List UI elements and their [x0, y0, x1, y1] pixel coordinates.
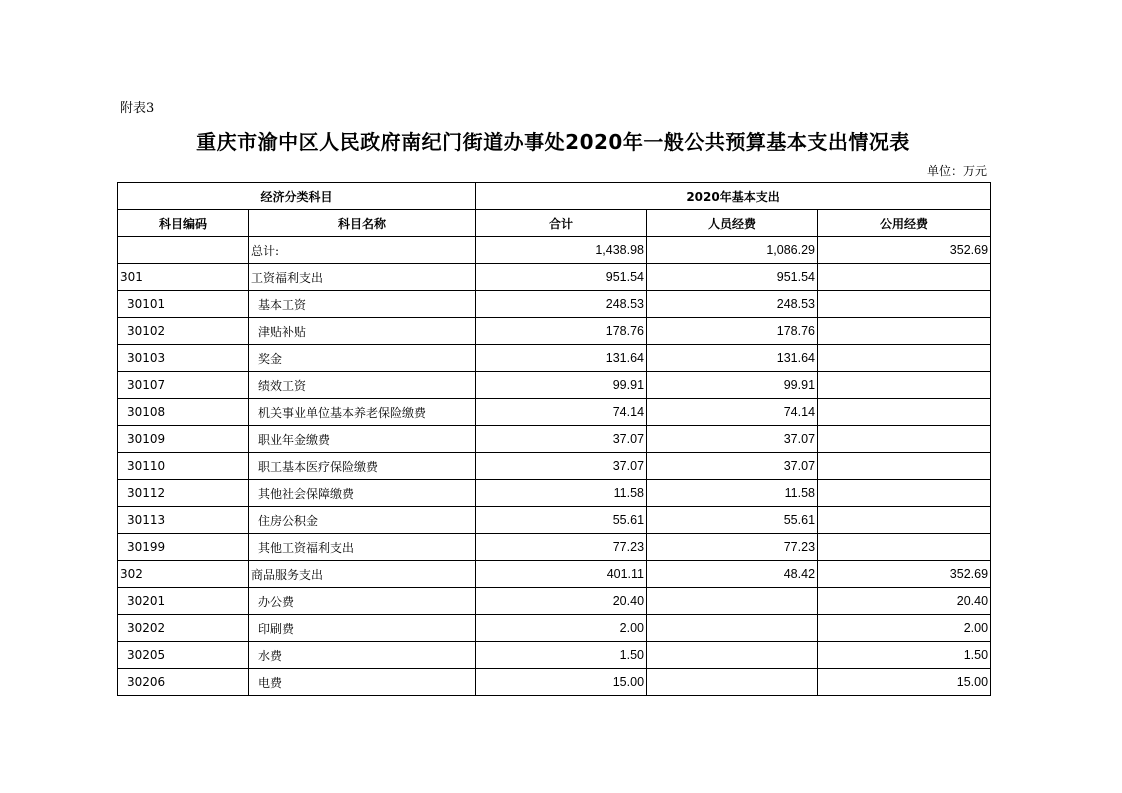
row-personnel: 77.23: [647, 534, 818, 561]
row-personnel: 131.64: [647, 345, 818, 372]
row-code: 30108: [118, 399, 249, 426]
row-name: 基本工资: [249, 291, 476, 318]
table-row: [118, 669, 991, 696]
table-row: [118, 642, 991, 669]
row-public: [818, 507, 991, 534]
row-total: 951.54: [476, 264, 647, 291]
row-code: 30101: [118, 291, 249, 318]
row-public: [818, 534, 991, 561]
row-public: 1.50: [818, 642, 991, 669]
row-total: 131.64: [476, 345, 647, 372]
row-total: 11.58: [476, 480, 647, 507]
row-code: 30110: [118, 453, 249, 480]
row-personnel: 74.14: [647, 399, 818, 426]
row-code: 30102: [118, 318, 249, 345]
header-name: 科目名称: [249, 210, 476, 237]
row-code: 30201: [118, 588, 249, 615]
row-code: 30206: [118, 669, 249, 696]
row-code: 30205: [118, 642, 249, 669]
table-row: [118, 561, 991, 588]
budget-table: [117, 182, 991, 696]
row-name: 职业年金缴费: [249, 426, 476, 453]
table-row: [118, 426, 991, 453]
row-total: 15.00: [476, 669, 647, 696]
table-row: [118, 615, 991, 642]
table-row: [118, 399, 991, 426]
table-row: [118, 372, 991, 399]
row-total: 37.07: [476, 453, 647, 480]
row-public: [818, 264, 991, 291]
row-name: 津贴补贴: [249, 318, 476, 345]
table-row: [118, 507, 991, 534]
row-personnel: 48.42: [647, 561, 818, 588]
row-total: 77.23: [476, 534, 647, 561]
row-total: 2.00: [476, 615, 647, 642]
row-personnel: [647, 615, 818, 642]
table-row: [118, 588, 991, 615]
row-total: 74.14: [476, 399, 647, 426]
row-code: 30103: [118, 345, 249, 372]
row-code: 30107: [118, 372, 249, 399]
row-public: 352.69: [818, 237, 991, 264]
row-total: 99.91: [476, 372, 647, 399]
row-code: 30113: [118, 507, 249, 534]
row-total: 178.76: [476, 318, 647, 345]
row-personnel: [647, 588, 818, 615]
row-personnel: 248.53: [647, 291, 818, 318]
header-total: 合计: [476, 210, 647, 237]
row-name: 总计:: [249, 237, 476, 264]
row-public: [818, 291, 991, 318]
row-personnel: 11.58: [647, 480, 818, 507]
table-row: [118, 453, 991, 480]
row-code: 30109: [118, 426, 249, 453]
row-public: [818, 480, 991, 507]
header-economic-classification: 经济分类科目: [118, 183, 476, 210]
header-code: 科目编码: [118, 210, 249, 237]
table-row: [118, 480, 991, 507]
table-row: [118, 534, 991, 561]
row-name: 工资福利支出: [249, 264, 476, 291]
table-row: [118, 264, 991, 291]
header-group-row: [118, 183, 991, 210]
row-name: 奖金: [249, 345, 476, 372]
row-public: 352.69: [818, 561, 991, 588]
row-total: 248.53: [476, 291, 647, 318]
row-code: 302: [118, 561, 249, 588]
table-row: [118, 291, 991, 318]
row-personnel: 37.07: [647, 426, 818, 453]
row-public: [818, 318, 991, 345]
row-name: 办公费: [249, 588, 476, 615]
row-code: 30202: [118, 615, 249, 642]
row-name: 电费: [249, 669, 476, 696]
row-name: 绩效工资: [249, 372, 476, 399]
row-total: 37.07: [476, 426, 647, 453]
row-name: 其他工资福利支出: [249, 534, 476, 561]
header-column-row: [118, 210, 991, 237]
row-personnel: [647, 642, 818, 669]
row-name: 职工基本医疗保险缴费: [249, 453, 476, 480]
row-public: 15.00: [818, 669, 991, 696]
row-total: 401.11: [476, 561, 647, 588]
row-name: 印刷费: [249, 615, 476, 642]
row-public: [818, 453, 991, 480]
row-code: [118, 237, 249, 264]
table-header: [118, 183, 991, 237]
row-code: 30199: [118, 534, 249, 561]
row-public: 20.40: [818, 588, 991, 615]
row-personnel: 99.91: [647, 372, 818, 399]
row-total: 1.50: [476, 642, 647, 669]
row-code: 301: [118, 264, 249, 291]
header-basic-expenditure: 2020年基本支出: [476, 183, 991, 210]
table-row: [118, 237, 991, 264]
row-total: 1,438.98: [476, 237, 647, 264]
row-public: [818, 372, 991, 399]
row-personnel: 1,086.29: [647, 237, 818, 264]
page-title: 重庆市渝中区人民政府南纪门街道办事处2020年一般公共预算基本支出情况表: [196, 130, 910, 154]
row-public: 2.00: [818, 615, 991, 642]
row-total: 20.40: [476, 588, 647, 615]
row-public: [818, 345, 991, 372]
table-row: [118, 318, 991, 345]
table-body: [118, 237, 991, 696]
row-name: 机关事业单位基本养老保险缴费: [249, 399, 476, 426]
row-name: 住房公积金: [249, 507, 476, 534]
attachment-label: 附表3: [120, 101, 155, 116]
table-row: [118, 345, 991, 372]
row-personnel: 37.07: [647, 453, 818, 480]
header-personnel: 人员经费: [647, 210, 818, 237]
row-personnel: 55.61: [647, 507, 818, 534]
row-name: 其他社会保障缴费: [249, 480, 476, 507]
row-total: 55.61: [476, 507, 647, 534]
row-code: 30112: [118, 480, 249, 507]
row-name: 水费: [249, 642, 476, 669]
unit-label: 单位：万元: [926, 164, 987, 178]
row-personnel: 951.54: [647, 264, 818, 291]
row-personnel: [647, 669, 818, 696]
row-public: [818, 426, 991, 453]
header-public: 公用经费: [818, 210, 991, 237]
row-public: [818, 399, 991, 426]
row-personnel: 178.76: [647, 318, 818, 345]
row-name: 商品服务支出: [249, 561, 476, 588]
